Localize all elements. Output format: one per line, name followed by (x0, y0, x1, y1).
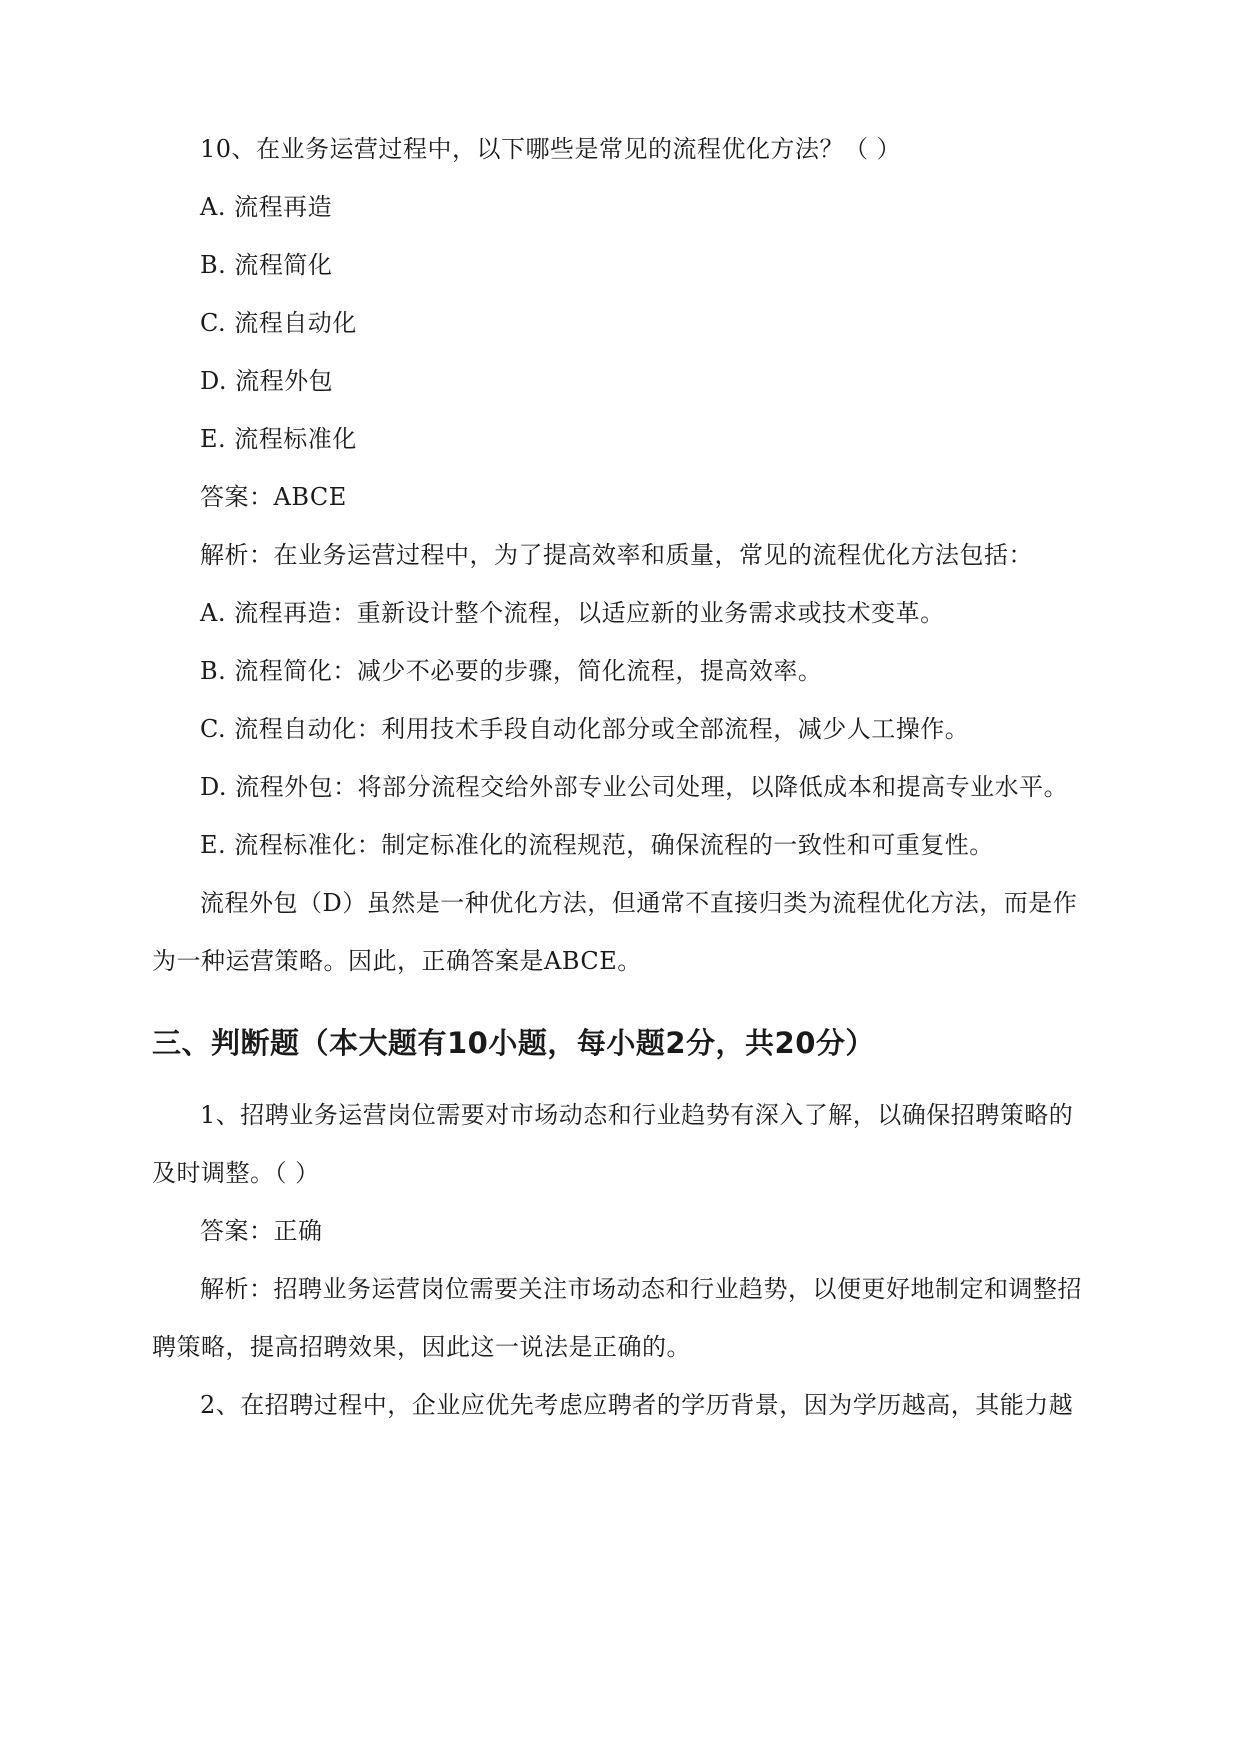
tf-question-1-answer: 答案：正确 (200, 1217, 323, 1245)
section-heading: 三、判断题（本大题有10小题，每小题2分，共20分） (152, 1026, 875, 1060)
analysis-item-d: D. 流程外包：将部分流程交给外部专业公司处理，以降低成本和提高专业水平。 (200, 773, 1069, 801)
question-10-conclusion-line-2: 为一种运营策略。因此，正确答案是ABCE。 (152, 947, 642, 975)
analysis-item-b: B. 流程简化：减少不必要的步骤，简化流程，提高效率。 (200, 657, 823, 685)
option-e: E. 流程标准化 (200, 425, 357, 453)
tf-question-1-analysis-line-2: 聘策略，提高招聘效果，因此这一说法是正确的。 (152, 1333, 691, 1361)
question-10-conclusion-line-1: 流程外包（D）虽然是一种优化方法，但通常不直接归类为流程优化方法，而是作 (200, 889, 1078, 917)
option-d: D. 流程外包 (200, 367, 334, 395)
tf-question-2-stem-line-1: 2、在招聘过程中，企业应优先考虑应聘者的学历背景，因为学历越高，其能力越 (200, 1391, 1074, 1419)
option-c: C. 流程自动化 (200, 309, 357, 337)
option-b: B. 流程简化 (200, 251, 333, 279)
analysis-item-e: E. 流程标准化：制定标准化的流程规范，确保流程的一致性和可重复性。 (200, 831, 994, 859)
tf-question-1-analysis-line-1: 解析：招聘业务运营岗位需要关注市场动态和行业趋势，以便更好地制定和调整招 (200, 1275, 1082, 1303)
question-10-stem: 10、在业务运营过程中，以下哪些是常见的流程优化方法？（ ） (200, 135, 902, 163)
question-10-answer: 答案：ABCE (200, 483, 347, 511)
question-10-analysis-intro: 解析：在业务运营过程中，为了提高效率和质量，常见的流程优化方法包括： (200, 541, 1033, 569)
analysis-item-a: A. 流程再造：重新设计整个流程，以适应新的业务需求或技术变革。 (200, 599, 945, 627)
tf-question-1-stem-line-1: 1、招聘业务运营岗位需要对市场动态和行业趋势有深入了解，以确保招聘策略的 (200, 1101, 1074, 1129)
tf-question-1-stem-line-2: 及时调整。（ ） (152, 1159, 320, 1187)
option-a: A. 流程再造 (200, 193, 333, 221)
analysis-item-c: C. 流程自动化：利用技术手段自动化部分或全部流程，减少人工操作。 (200, 715, 970, 743)
